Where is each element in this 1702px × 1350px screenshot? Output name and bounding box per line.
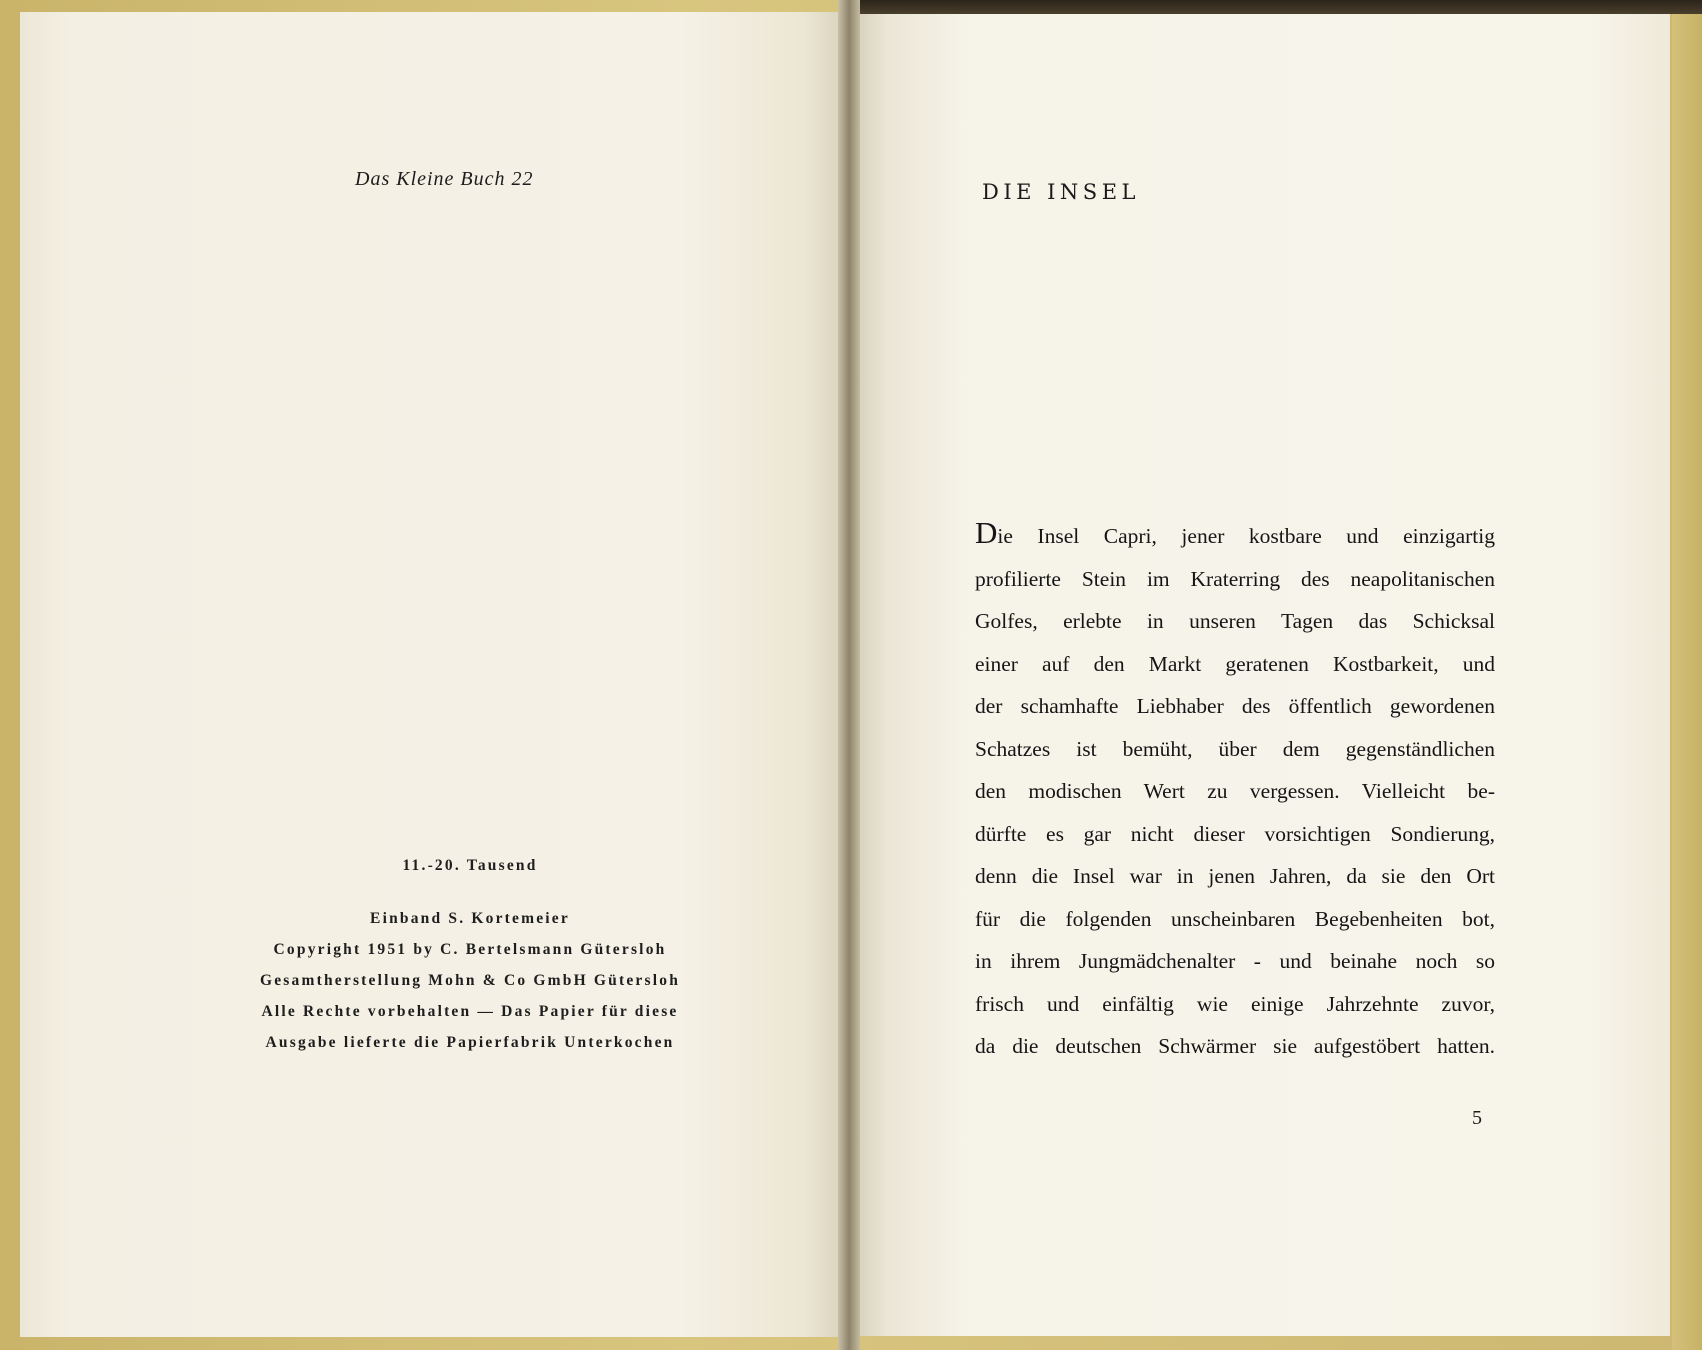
imprint-line: Alle Rechte vorbehalten — Das Papier für diese: [261, 1003, 679, 1020]
text-line: Golfes, erlebte in unseren Tagen das Schicksal: [975, 609, 1495, 633]
imprint-line: Ausgabe lieferte die Papierfabrik Unterkochen: [265, 1034, 675, 1051]
text-line: einer auf den Markt geratenen Kostbarkeit, und: [975, 651, 1495, 676]
imprint-block: [200, 850, 740, 1058]
text-line-first: [975, 515, 1495, 558]
text-line: denn die Insel war in jenen Jahren, da sie den Ort: [975, 864, 1495, 888]
imprint-line: Gesamtherstellung Mohn & Co GmbH Gütersloh: [259, 972, 681, 989]
imprint-line: Einband S. Kortemeier: [370, 910, 570, 927]
cover-edge-top: [840, 0, 1702, 14]
text-line: für die folgenden unscheinbaren Begebenheiten bot,: [975, 906, 1495, 931]
cover-edge-right: [1672, 0, 1702, 1350]
left-page: [20, 12, 845, 1337]
text-line: dürfte es gar nicht dieser vorsichtigen Sondierung,: [975, 821, 1495, 846]
book-gutter: [838, 0, 860, 1350]
body-text: [975, 515, 1495, 1068]
series-title: Das Kleine Buch 22: [355, 168, 534, 190]
text-line: frisch und einfältig wie einige Jahrzehnte zuvor,: [975, 991, 1495, 1016]
text-line: in ihrem Jungmädchenalter - und beinahe noch so: [975, 949, 1495, 973]
chapter-title: DIE INSEL: [982, 180, 1140, 204]
page-number: 5: [1472, 1107, 1482, 1129]
imprint-line: Copyright 1951 by C. Bertelsmann Gütersloh: [273, 941, 667, 958]
text-line: den modischen Wert zu vergessen. Vielleicht be-: [975, 779, 1495, 803]
text-line: Schatzes ist bemüht, über dem gegenständlichen: [975, 736, 1495, 761]
text-line: profilierte Stein im Kraterring des neapolitanischen: [975, 566, 1495, 591]
print-run: 11.-20. Tausend: [402, 857, 538, 874]
text-line: der schamhafte Liebhaber des öffentlich gewordenen: [975, 694, 1495, 718]
drop-cap: D: [975, 515, 998, 550]
text-line: da die deutschen Schwärmer sie aufgestöbert hatten.: [975, 1034, 1495, 1058]
text-line-first-rest: ie Insel Capri, jener kostbare und einzigartig: [997, 524, 1495, 548]
